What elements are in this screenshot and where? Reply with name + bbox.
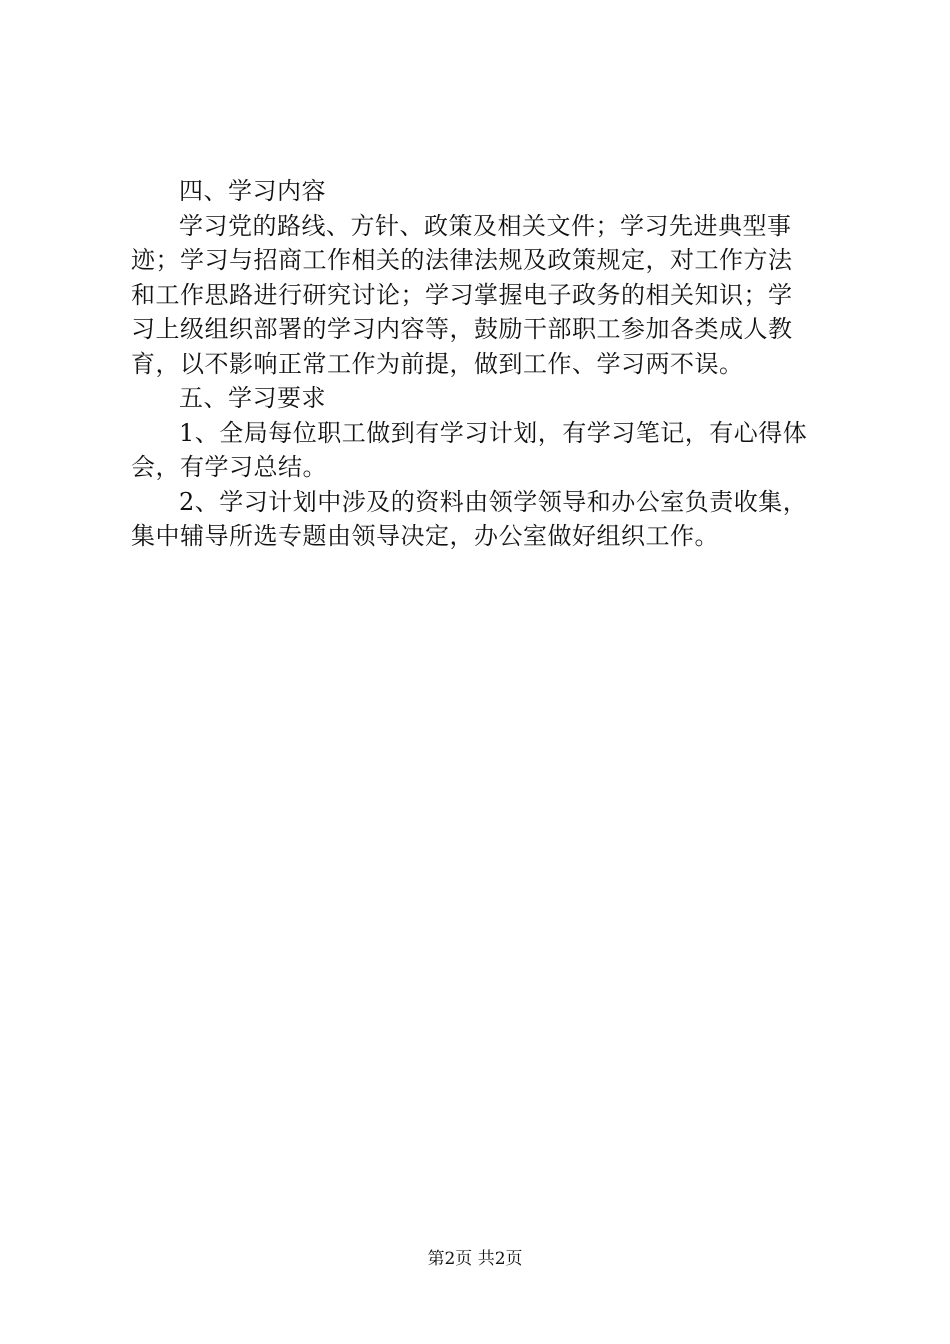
paragraph-line: 育，以不影响正常工作为前提，做到工作、学习两不误。 <box>131 349 744 378</box>
paragraph-line: 习上级组织部署的学习内容等，鼓励干部职工参加各类成人教 <box>131 315 793 343</box>
page-number-footer: 第2页 共2页 <box>427 1249 523 1269</box>
paragraph-line: 学习党的路线、方针、政策及相关文件；学习先进典型事 <box>179 211 792 240</box>
document-body <box>131 174 831 554</box>
paragraph-line: 集中辅导所选专题由领导决定，办公室做好组织工作。 <box>131 522 719 550</box>
paragraph-line: 2、学习计划中涉及的资料由领学领导和办公室负责收集， <box>179 487 808 516</box>
paragraph-line: 1、全局每位职工做到有学习计划，有学习笔记，有心得体 <box>179 418 808 447</box>
paragraph-line: 和工作思路进行研究讨论；学习掌握电子政务的相关知识；学 <box>131 280 793 309</box>
section-heading-requirements: 五、学习要求 <box>179 384 326 412</box>
section-heading-content: 四、学习内容 <box>179 177 326 205</box>
paragraph-line: 迹；学习与招商工作相关的法律法规及政策规定，对工作方法 <box>131 246 793 274</box>
paragraph-line: 会，有学习总结。 <box>131 453 327 481</box>
